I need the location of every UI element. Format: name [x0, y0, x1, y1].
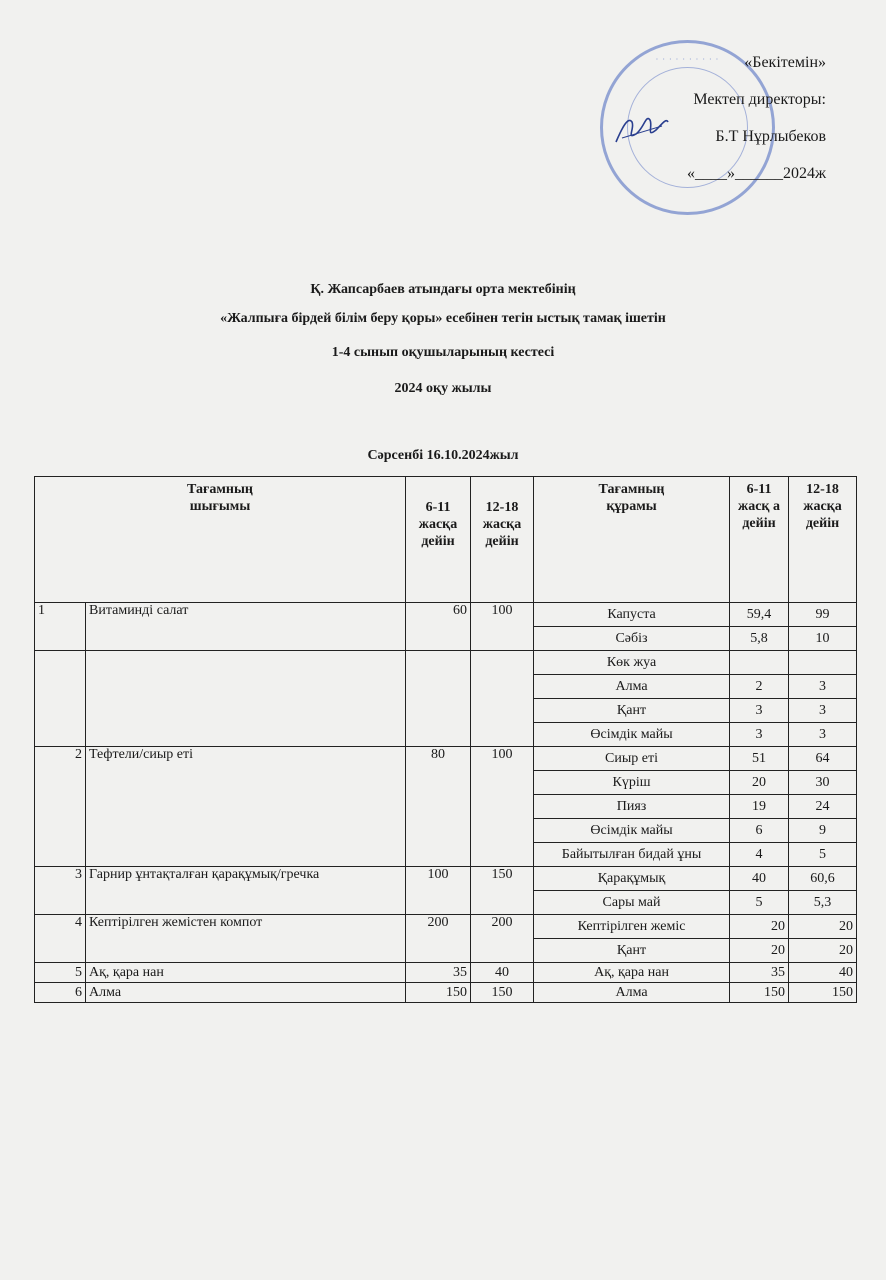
ingredient-name: Ақ, қара нан: [534, 963, 730, 983]
school-seal-stamp: · · · · · · · · · ·: [600, 40, 775, 215]
grades-title: 1-4 сынып оқушыларының кестесі: [331, 345, 555, 360]
dish-name: Алма: [86, 983, 406, 1003]
date-title: Сәрсенбі 16.10.2024жыл: [367, 448, 519, 463]
ingredient-12-18: 99: [789, 603, 857, 627]
ingredient-12-18: 40: [789, 963, 857, 983]
ingredient-name: Көк жуа: [534, 651, 730, 675]
ingredient-12-18: 20: [789, 939, 857, 963]
dish-name: Кептірілген жемістен компот: [86, 915, 406, 963]
ingredient-6-11: 6: [730, 819, 789, 843]
ingredient-name: Қант: [534, 939, 730, 963]
table-row: [35, 983, 857, 1003]
ingredient-name: Алма: [534, 675, 730, 699]
table-header-row: [35, 477, 857, 603]
approval-director-name: Б.Т Нұрлыбеков: [715, 128, 826, 145]
ingredient-12-18: 30: [789, 771, 857, 795]
dish-name: Витаминді салат: [86, 603, 406, 651]
dish-name: [86, 651, 406, 747]
dish-yield-12-18: 150: [471, 983, 534, 1003]
ingredient-name: Алма: [534, 983, 730, 1003]
ingredient-6-11: 20: [730, 771, 789, 795]
table-row: [35, 915, 857, 939]
ingredient-name: Кептірілген жеміс: [534, 915, 730, 939]
dish-yield-6-11: 100: [406, 867, 471, 915]
ingredient-6-11: 150: [730, 983, 789, 1003]
ingredient-12-18: 10: [789, 627, 857, 651]
approval-position: Мектеп директоры:: [693, 91, 826, 108]
ingredient-name: Өсімдік майы: [534, 723, 730, 747]
dish-yield-12-18: 40: [471, 963, 534, 983]
dish-number: 6: [35, 983, 86, 1003]
ingredient-6-11: 40: [730, 867, 789, 891]
approval-date: «____»______2024ж: [686, 165, 826, 182]
dish-number: 4: [35, 915, 86, 963]
table-row: [35, 963, 857, 983]
ingredient-12-18: 5,3: [789, 891, 857, 915]
table-row: [35, 867, 857, 891]
dish-yield-12-18: 150: [471, 867, 534, 915]
header-comp-age-6-11: 6-11 жасқ а дейін: [730, 477, 789, 603]
dish-yield-12-18: 200: [471, 915, 534, 963]
dish-yield-6-11: 35: [406, 963, 471, 983]
ingredient-name: Капуста: [534, 603, 730, 627]
approval-heading: «Бекітемін»: [744, 54, 826, 71]
fund-title: «Жалпыға бірдей білім беру қоры» есебінен тегін ыстық тамақ ішетін: [220, 311, 666, 326]
year-title: 2024 оқу жылы: [394, 381, 492, 396]
dish-yield-6-11: [406, 651, 471, 747]
dish-name: Гарнир ұнтақталған қарақұмық/гречка: [86, 867, 406, 915]
ingredient-6-11: 2: [730, 675, 789, 699]
header-age-6-11: 6-11 жасқа дейін: [406, 477, 471, 603]
dish-number: 1: [35, 603, 86, 651]
ingredient-12-18: 3: [789, 723, 857, 747]
dish-yield-6-11: 80: [406, 747, 471, 867]
ingredient-6-11: [730, 651, 789, 675]
ingredient-6-11: 5: [730, 891, 789, 915]
dish-yield-12-18: [471, 651, 534, 747]
ingredient-6-11: 59,4: [730, 603, 789, 627]
ingredient-6-11: 5,8: [730, 627, 789, 651]
ingredient-6-11: 3: [730, 699, 789, 723]
ingredient-name: Күріш: [534, 771, 730, 795]
ingredient-12-18: 3: [789, 675, 857, 699]
dish-number: 5: [35, 963, 86, 983]
table-row: [35, 747, 857, 771]
dish-number: 2: [35, 747, 86, 867]
ingredient-6-11: 51: [730, 747, 789, 771]
header-comp-age-12-18: 12-18 жасқа дейін: [789, 477, 857, 603]
ingredient-name: Өсімдік майы: [534, 819, 730, 843]
table-row: [35, 651, 857, 675]
ingredient-12-18: 24: [789, 795, 857, 819]
menu-table: [34, 476, 857, 1003]
ingredient-12-18: 5: [789, 843, 857, 867]
ingredient-12-18: 150: [789, 983, 857, 1003]
ingredient-name: Қант: [534, 699, 730, 723]
ingredient-name: Сары май: [534, 891, 730, 915]
ingredient-12-18: [789, 651, 857, 675]
approval-block: [526, 44, 826, 192]
ingredient-12-18: 3: [789, 699, 857, 723]
header-dish-yield: Тағамның шығымы: [35, 477, 406, 603]
dish-name: Ақ, қара нан: [86, 963, 406, 983]
dish-number: 3: [35, 867, 86, 915]
ingredient-6-11: 4: [730, 843, 789, 867]
ingredient-12-18: 9: [789, 819, 857, 843]
school-title: Қ. Жапсарбаев атындағы орта мектебінің: [310, 282, 576, 297]
ingredient-6-11: 20: [730, 939, 789, 963]
ingredient-name: Қарақұмық: [534, 867, 730, 891]
ingredient-name: Сиыр еті: [534, 747, 730, 771]
ingredient-6-11: 20: [730, 915, 789, 939]
ingredient-name: Пияз: [534, 795, 730, 819]
dish-yield-12-18: 100: [471, 603, 534, 651]
header-age-12-18: 12-18 жасқа дейін: [471, 477, 534, 603]
dish-yield-6-11: 200: [406, 915, 471, 963]
ingredient-name: Сәбіз: [534, 627, 730, 651]
header-composition: Тағамның құрамы: [534, 477, 730, 603]
ingredient-12-18: 60,6: [789, 867, 857, 891]
dish-yield-12-18: 100: [471, 747, 534, 867]
dish-number: [35, 651, 86, 747]
dish-yield-6-11: 150: [406, 983, 471, 1003]
table-row: [35, 603, 857, 627]
dish-name: Тефтели/сиыр еті: [86, 747, 406, 867]
ingredient-12-18: 64: [789, 747, 857, 771]
ingredient-6-11: 19: [730, 795, 789, 819]
ingredient-6-11: 3: [730, 723, 789, 747]
dish-yield-6-11: 60: [406, 603, 471, 651]
ingredient-12-18: 20: [789, 915, 857, 939]
ingredient-name: Байытылған бидай ұны: [534, 843, 730, 867]
ingredient-6-11: 35: [730, 963, 789, 983]
